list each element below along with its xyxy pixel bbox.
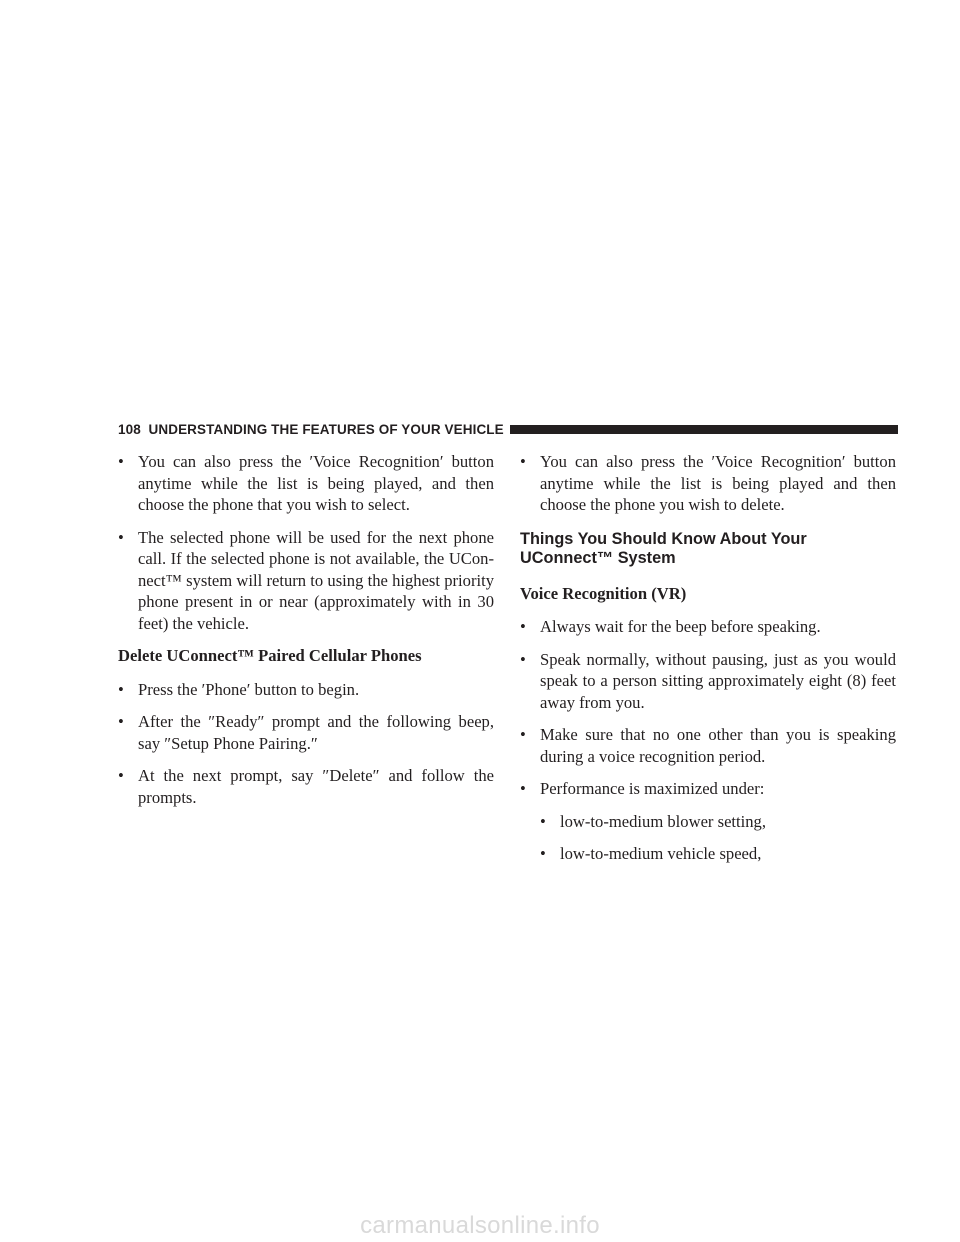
things-to-know-heading: Things You Should Know About Your UConnect™ System	[520, 529, 807, 567]
bullet-icon: •	[520, 649, 526, 669]
list-item-text: low-to-medium vehicle speed,	[560, 844, 762, 863]
bullet-icon: •	[118, 452, 124, 471]
bullet-icon: •	[520, 725, 526, 744]
watermark-text: carmanualsonline.info	[360, 1212, 600, 1239]
list-item	[118, 711, 494, 754]
list-item	[118, 679, 494, 701]
bullet-icon: •	[540, 811, 546, 831]
list-item-text: The selected phone will be used for the next phone call. If the selected phone is not available, the UCon-nect™ system will return to using the highest priority phone present in or near (approximately with in 30 feet) the vehicle.	[138, 527, 494, 633]
list-item	[520, 451, 896, 516]
header-spacer	[141, 422, 149, 437]
list-item	[118, 765, 494, 808]
list-item-text: Performance is maximized under:	[540, 779, 765, 798]
list-item	[520, 649, 896, 714]
voice-recognition-heading: Voice Recognition (VR)	[520, 583, 687, 603]
section-title: UNDERSTANDING THE FEATURES OF YOUR VEHICLE	[148, 421, 504, 437]
list-item-text: You can also press the ′Voice Recognition′ button anytime while the list is being played and then choose the phone you wish to delete.	[540, 452, 896, 514]
list-item-text: You can also press the ′Voice Recognition′ button anytime while the list is being played, and then choose the phone that you wish to select.	[138, 452, 494, 514]
list-item-text: At the next prompt, say ″Delete″ and follow the prompts.	[138, 766, 494, 807]
right-column	[520, 451, 896, 876]
page-header	[118, 420, 898, 438]
header-rule	[510, 425, 898, 434]
list-item	[520, 724, 896, 767]
list-item-text: Make sure that no one other than you is speaking during a voice recognition period.	[540, 725, 896, 766]
list-item-text: low-to-medium blower setting,	[560, 811, 767, 831]
list-item	[520, 616, 896, 638]
bullet-icon: •	[118, 679, 124, 699]
sub-list-item	[540, 811, 896, 833]
left-column	[118, 451, 494, 819]
bullet-icon: •	[118, 712, 124, 731]
page-number: 108	[118, 421, 141, 437]
bullet-icon: •	[118, 527, 124, 547]
sub-list-item	[540, 843, 896, 865]
list-item-text: Press the ′Phone′ button to begin.	[138, 679, 360, 699]
bullet-icon: •	[520, 452, 526, 471]
list-item	[118, 451, 494, 516]
bullet-icon: •	[540, 844, 546, 863]
list-item-text: Always wait for the beep before speaking.	[540, 617, 821, 636]
list-item	[520, 778, 896, 800]
list-item	[118, 527, 494, 635]
list-item-text: Speak normally, without pausing, just as you would speak to a person sitting approximately eight (8) feet away from you.	[540, 649, 896, 712]
bullet-icon: •	[118, 766, 124, 785]
delete-phones-heading: Delete UConnect™ Paired Cellular Phones	[118, 646, 422, 665]
bullet-icon: •	[520, 779, 526, 798]
list-item-text: After the ″Ready″ prompt and the following beep, say ″Setup Phone Pairing.″	[138, 712, 494, 753]
bullet-icon: •	[520, 617, 526, 636]
